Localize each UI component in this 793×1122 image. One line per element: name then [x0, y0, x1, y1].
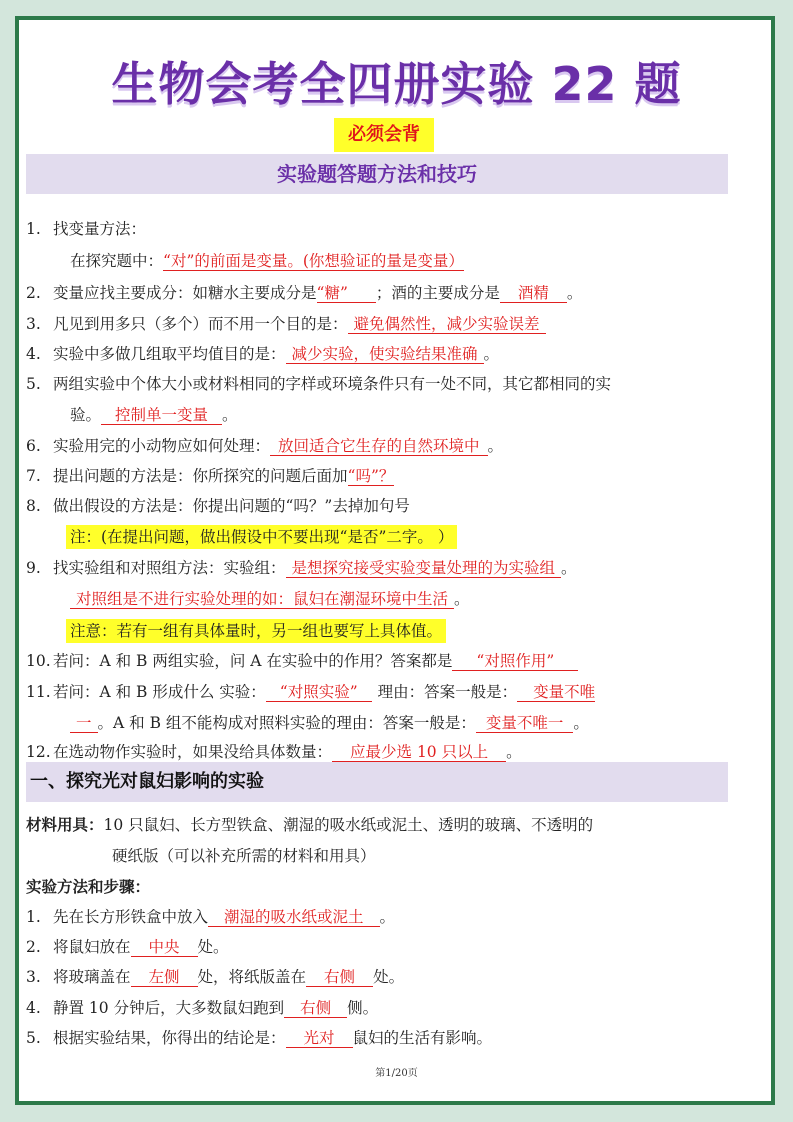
materials-cont: 硬纸版（可以补充所需的材料和用具）: [112, 847, 376, 865]
answer: 变量不唯: [517, 683, 595, 702]
answer: 避免偶然性，减少实验误差: [348, 315, 546, 334]
answer: 变量不唯一: [476, 714, 574, 733]
tip-11-cont: 一 。A 和 B 组不能构成对照料实验的理由：答案一般是： 变量不唯一 。: [70, 712, 589, 734]
answer: “对照作用”: [452, 652, 578, 671]
answer: 左侧: [131, 968, 198, 987]
answer: “对照实验”: [266, 683, 372, 702]
tip-6: 6. 实验用完的小动物应如何处理： 放回适合它生存的自然环境中 。: [26, 437, 504, 455]
step-2: 2. 将鼠妇放在 中央 处。: [26, 938, 229, 956]
section-tips-header: 实验题答题方法和技巧: [26, 154, 728, 194]
answer: 光对: [286, 1029, 353, 1048]
step-3: 3. 将玻璃盖在 左侧 处，将纸版盖在 右侧 处。: [26, 968, 405, 986]
tip-5-cont: 验。 控制单一变量 。: [70, 406, 238, 424]
page-title: 生物会考全四册实验 22 题: [111, 57, 682, 111]
tip-2: 2. 变量应找主要成分：如糖水主要成分是“糖” ；酒的主要成分是 酒精 。: [26, 284, 583, 302]
answer: 中央: [131, 938, 198, 957]
answer: “对”的前面是变量。(你想验证的量是变量）: [163, 252, 464, 270]
answer: 控制单一变量: [101, 406, 222, 425]
tip-1-detail: 在探究题中：“对”的前面是变量。(你想验证的量是变量）: [70, 252, 464, 270]
note-highlight: 注：(在提出问题，做出假设中不要出现“是否”二字。 ）: [66, 525, 457, 549]
tip-9: 9. 找实验组和对照组方法：实验组： 是想探究接受实验变量处理的为实验组 。: [26, 559, 577, 577]
materials: 材料用具：10 只鼠妇、长方型铁盒、潮湿的吸水纸或泥土、透明的玻璃、不透明的: [26, 816, 594, 834]
tip-11: 11. 若问：A 和 B 形成什么 实验： “对照实验” 理由：答案一般是： 变量不唯: [26, 683, 596, 701]
answer: 放回适合它生存的自然环境中: [270, 437, 488, 456]
tip-7: 7. 提出问题的方法是：你所探究的问题后面加“吗”？: [26, 467, 395, 485]
answer: 减少实验，使实验结果准确: [286, 345, 484, 364]
must-memorize-badge: 必须会背: [334, 118, 434, 152]
page-number: 第1/20页: [375, 1068, 418, 1079]
tip-3: 3. 凡见到用多只（多个）而不用一个目的是： 避免偶然性，减少实验误差: [26, 313, 546, 335]
tip-12: 12. 在选动物作实验时，如果没给具体数量： 应最少选 10 只以上 。: [26, 743, 522, 761]
tip-1: 1. 找变量方法：: [26, 220, 147, 238]
tip-4: 4. 实验中多做几组取平均值目的是： 减少实验，使实验结果准确 。: [26, 345, 500, 363]
tip-8: 8. 做出假设的方法是：你提出问题的“吗？”去掉加句号: [26, 497, 410, 515]
step-4: 4. 静置 10 分钟后，大多数鼠妇跑到 右侧 侧。: [26, 999, 379, 1017]
answer: 一: [70, 714, 98, 733]
tip-9-cont: 对照组是不进行实验处理的如：鼠妇在潮湿环境中生活 。: [70, 588, 470, 610]
answer: “糖”: [317, 284, 376, 303]
answer: 对照组是不进行实验处理的如：鼠妇在潮湿环境中生活: [70, 590, 454, 609]
tip-5: 5. 两组实验中个体大小或材料相同的字样或环境条件只有一处不同，其它都相同的实: [26, 375, 612, 393]
answer: 是想探究接受实验变量处理的为实验组: [286, 559, 562, 578]
section-1-header: 一、探究光对鼠妇影响的实验: [26, 762, 728, 802]
step-5: 5. 根据实验结果，你得出的结论是： 光对 鼠妇的生活有影响。: [26, 1029, 493, 1047]
answer: 右侧: [306, 968, 373, 987]
answer: 右侧: [284, 999, 347, 1018]
answer: 应最少选 10 只以上: [332, 743, 506, 762]
tip-10: 10. 若问：A 和 B 两组实验，问 A 在实验中的作用？答案都是 “对照作用”: [26, 650, 578, 672]
step-1: 1. 先在长方形铁盒中放入 潮湿的吸水纸或泥土 。: [26, 908, 396, 926]
answer: 潮湿的吸水纸或泥土: [208, 908, 380, 927]
method-label: 实验方法和步骤：: [26, 878, 151, 896]
answer: 酒精: [500, 284, 567, 303]
answer: “吗”？: [347, 467, 395, 485]
note-highlight-2: 注意：若有一组有具体量时，另一组也要写上具体值。: [66, 619, 446, 643]
